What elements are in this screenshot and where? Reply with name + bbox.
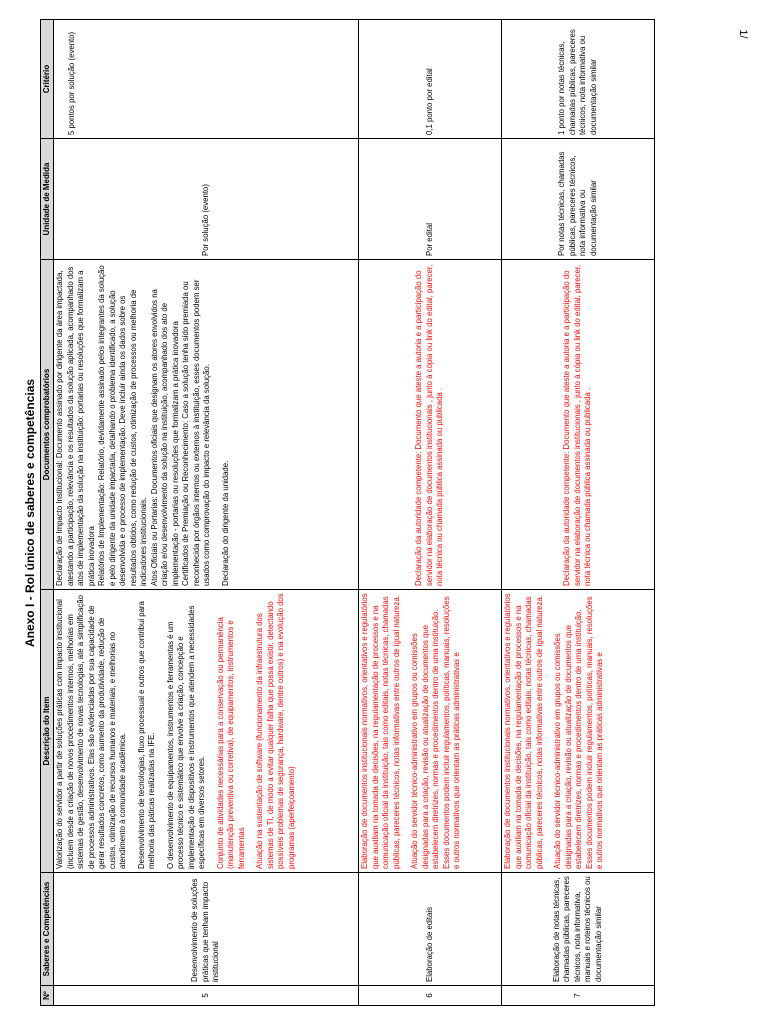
unidade-cell: Por solução (evento) xyxy=(54,139,359,260)
table-row xyxy=(359,20,502,1006)
descricao-paragraph-red: Elaboração de documentos institucionais normativos, orientativos e regulatórios que auxiliam na tomada de decisões, na regulamentação de processos e na comunicação oficial da instituição, tais como editais, notas técnicas, chamadas públicas, pareceres técnicos, notas informativas entre outros de igual natureza. xyxy=(503,593,544,869)
row-number: 5 xyxy=(54,986,359,1006)
descricao-paragraph-red: Atuação do servidor técnico-administrativo em grupos ou comissões designadas para a criação, revisão ou atualização de documentos que estabelecem diretrizes, normas e procedimentos dentro de uma instituição. Esses documentos podem incluir regulamentos, políticas, manuais, resoluções e outros normativos que orientam as práticas administrativas e xyxy=(410,596,461,869)
descricao-cell xyxy=(359,590,502,873)
row-number: 7 xyxy=(502,986,655,1006)
documentos-paragraph: Certificados de Premiação ou Reconhecimento: Caso a solução tenha sido premiada ou reconhecida por órgãos internos ou externos à instituição, esses documentos podem ser usados como comprovação do impacto e relevância da solução. xyxy=(181,279,211,586)
header-saberes: Saberes e Competências xyxy=(41,873,54,986)
header-criterio: Critério xyxy=(41,20,54,139)
documentos-cell xyxy=(54,260,359,590)
page-number: 1/ xyxy=(737,29,749,39)
criterio-text: 5 pontos por solução (evento) xyxy=(67,31,76,135)
header-num: Nº xyxy=(41,986,54,1006)
descricao-paragraph: Valorização do servidor a partir de soluções práticas com impacto institucional (incluem desde a criação de novos procedimentos internos, melhorias em sistemas de gestão, desenvolvimento de novas tecnologias, até a simplificação de processos administrativos. Elas são evidenciadas por sua capacidade de gerar resultados concretos, como aumento da produtividade, redução de custos, otimização de recursos humanos e materiais, e melhorias no atendimento à comunidade acadêmica. xyxy=(55,595,127,869)
header-unidade: Unidade de Medida xyxy=(41,139,54,260)
saberes-cell: Elaboração de editais xyxy=(359,873,502,986)
unidade-cell: Por edital xyxy=(359,139,502,260)
documentos-cell xyxy=(502,260,655,590)
page-title: Anexo I - Rol único de saberes e competências xyxy=(23,378,37,648)
descricao-paragraph-red: Conjunto de atividades necessárias para a conservação ou permanência (manutenção preventiva ou corretiva), de equipamentos, instrumentos e ferramentas xyxy=(215,617,246,869)
unidade-cell: Por notas técnicas, chamadas públicas, pareceres técnicos, nota informativa ou documentação similar xyxy=(502,139,655,260)
documentos-paragraph-red: Declaração da autoridade competente: Documento que ateste a autoria e a participação do servidor na elaboração de documentos institucionais , junto à cópia ou link do edital, parecer, nota técnica ou chamada pública assinada ou publicada . xyxy=(414,264,445,586)
criterio-cell: 1 ponto por notas técnicas, chamadas públicas, pareceres técnicos, nota informativa ou documentação similar xyxy=(502,20,655,139)
descricao-paragraph-red: Elaboração de documentos institucionais normativos, orientativos e regulatórios que auxiliam na tomada de decisões, na regulamentação de processos e na comunicação oficial da instituição, tais como editais, notas técnicas, chamadas públicas, pareceres técnicos, notas informativas entre outros de igual natureza. xyxy=(360,593,401,869)
descricao-paragraph: O desenvolvimento de equipamentos, instrumentos e ferramentas é um processo técnico e sistemático que envolve a criação, concepção e implementação de dispositivos e instrumentos que atendem a necessidades específicas em diversos setores. xyxy=(165,605,206,869)
documentos-paragraph: Relatórios de Implementação: Relatório, devidamente assinado pelos integrantes da solução e pelo dirigente da unidade impactada, detalhando o problema identificado, a solução desenvolvida e o processo de implementação. Deve incluir ainda os dados sobre os resultados obtidos, como redução de custos, otimização de processos ou melhoria de indicadores institucionais. xyxy=(97,265,148,586)
row-number: 6 xyxy=(359,986,502,1006)
header-row xyxy=(41,20,54,1006)
documentos-paragraph: Atos Oficiais ou Portarias: Documentos oficiais que designam os atores envolvidos na criação e/ou desenvolvimento da solução na instituição, acompanhado dos ato de implementação - portarias ou resoluções que formalizam a prática inovadora xyxy=(149,289,180,586)
documentos-paragraph: Declaração do dirigente da unidade. xyxy=(220,460,230,586)
table-row xyxy=(54,20,359,1006)
descricao-paragraph-red: Atuação do servidor técnico-administrativo em grupos ou comissões designadas para a criação, revisão ou atualização de documentos que estabelecem diretrizes, normas e procedimentos dentro de uma instituição. Esses documentos podem incluir regulamentos, políticas, manuais, resoluções e outros normativos que orientam as práticas administrativas e xyxy=(553,596,604,869)
table-row xyxy=(502,20,655,1006)
criterio-cell xyxy=(54,20,359,139)
documentos-paragraph-red: Declaração da autoridade competente: Documento que ateste a autoria e a participação do servidor na elaboração de documentos institucionais , junto à cópia ou link do edital, parecer, nota técnica ou chamada pública assinada ou publicada . xyxy=(562,264,593,586)
header-descricao: Descrição do Item xyxy=(41,590,54,873)
descricao-cell xyxy=(54,590,359,873)
descricao-cell xyxy=(502,590,655,873)
descricao-paragraph-red: Atuação na sustentação de software (funcionamento da infraestrutura dos sistemas de TI, de modo a evitar qualquer falha que possa existir, detectando possíveis problemas de segurança, hardware, dentre outros) e na evolução dos programas (aperfeiçoamento) xyxy=(255,593,296,869)
header-documentos: Documentos comprobatórios xyxy=(41,260,54,590)
rotated-page xyxy=(20,20,655,1006)
documentos-paragraph: Declaração de Impacto Institucional: Documento assinado por dirigente da área impactada, atestando a participação, relevância e os resultados da solução aplicada, acompanhado dos atos de implementação da solução na instituição: portarias ou resoluções que formalizam a prática inovadora xyxy=(55,266,96,586)
saberes-cell: Elaboração de notas técnicas, chamadas públicas, pareceres técnicos, nota informativa, manuais e roteiros técnicos ou documentação similar xyxy=(502,873,655,986)
saberes-cell: Desenvolvimento de soluções práticas que tenham impacto institucional xyxy=(54,873,359,986)
criterio-cell: 0,1 ponto por edital xyxy=(359,20,502,139)
competencias-table xyxy=(40,19,655,1006)
descricao-paragraph: Desenvolvimento de tecnologias, fluxo processual e outros que contribui para melhoria das páticas realizadas na IFE. xyxy=(136,601,156,869)
documentos-cell xyxy=(359,260,502,590)
